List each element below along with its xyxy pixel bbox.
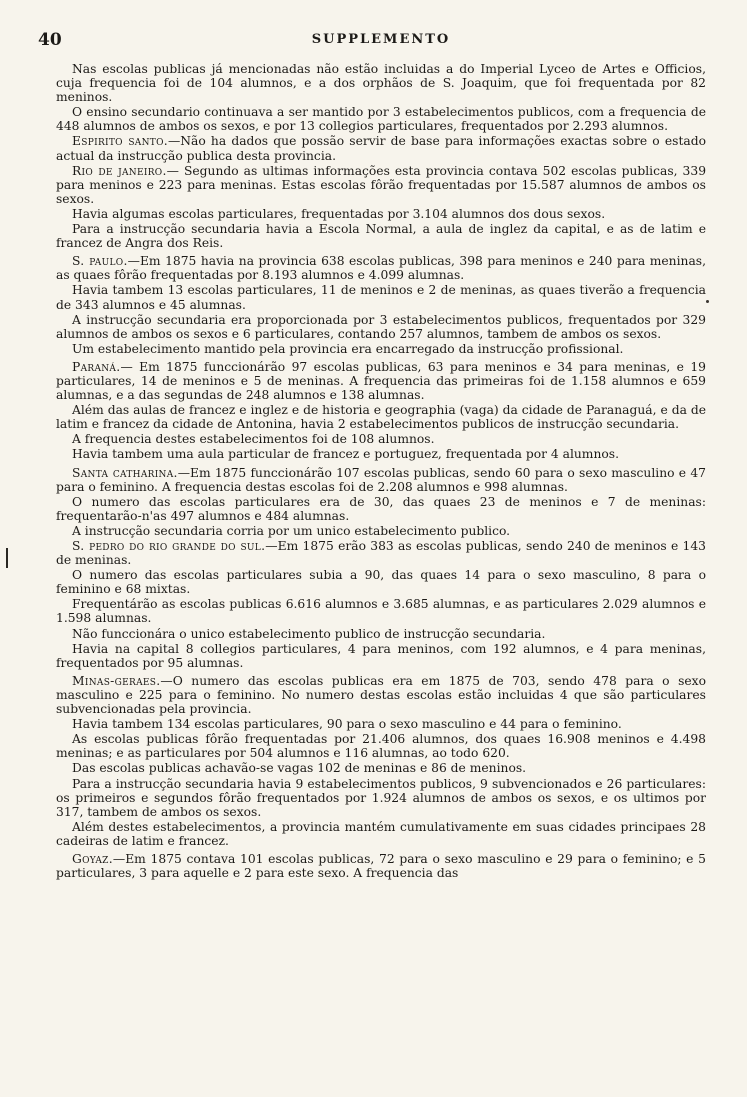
paragraph (56, 105, 706, 133)
paragraph-text: —Em 1875 funccionárão 107 escolas publicas, sendo 60 para o sexo masculino e 47 para o feminino. A frequencia destas escolas foi de 2.208 alumnos e 998 alumnas. (56, 465, 706, 494)
paragraph-text: Havia tambem 13 escolas particulares, 11 de meninos e 2 de meninas, as quaes tiverão a frequencia de 343 alumnos e 45 alumnas. (56, 283, 706, 312)
paragraph-text: Para a instrucção secundaria havia a Escola Normal, a aula de inglez da capital, e as de latim e francez de Angra dos Reis. (56, 222, 706, 251)
paragraph (56, 568, 706, 596)
paragraph-text: Havia tambem 134 escolas particulares, 90 para o sexo masculino e 44 para o feminino. (72, 717, 622, 732)
section-lead: Santa catharina. (72, 465, 178, 480)
paragraph-text: — Segundo as ultimas informações esta provincia contava 502 escolas publicas, 339 para meninos e 223 para meninas. Estas escolas fôrão frequentadas por 15.587 alumnos de ambos os sexos. (56, 163, 707, 206)
paragraph (56, 432, 706, 446)
paragraph (56, 495, 706, 523)
paragraph-text: Havia na capital 8 collegios particulares, 4 para meninos, com 192 alumnos, e 4 para meninas, frequentados por 95 alumnas. (56, 641, 706, 670)
paragraph (56, 642, 706, 670)
paragraph (56, 254, 706, 282)
section-lead: S. paulo. (72, 254, 128, 269)
paragraph-text: Nas escolas publicas já mencionadas não estão incluidas a do Imperial Lyceo de Artes e Officios, cuja frequencia foi de 104 alumnos, e a dos orphãos de S. Joaquim, que foi frequentada por 82 meninos. (56, 62, 706, 105)
paragraph-text: —Em 1875 havia na provincia 638 escolas publicas, 398 para meninos e 240 para meninas, as quaes fôrão frequentadas por 8.193 alumnos e 4.099 alumnas. (56, 254, 706, 283)
section-lead: Minas-geraes. (72, 673, 161, 688)
paragraph (56, 360, 706, 402)
paragraph (56, 852, 706, 880)
paragraph-text: —Em 1875 erão 383 as escolas publicas, sendo 240 de meninos e 143 de meninas. (56, 539, 706, 568)
running-title: SUPPLEMENTO (311, 32, 451, 47)
paragraph-text: A frequencia destes estabelecimentos foi de 108 alumnos. (72, 432, 435, 447)
paragraph-text: Havia algumas escolas particulares, frequentadas por 3.104 alumnos dos dous sexos. (72, 206, 606, 221)
paragraph (56, 777, 706, 819)
paragraph-text: Para a instrucção secundaria havia 9 estabelecimentos publicos, 9 subvencionados e 26 particulares: os primeiros e segundos fôrão frequentados por 1.924 alumnos de ambos os sexos, e os ultimos por 317, tambem de ambos os sexos. (56, 776, 706, 819)
margin-mark (6, 548, 8, 568)
paragraph-text: — Em 1875 funccionárão 97 escolas publicas, 63 para meninos e 34 para meninas, e 19 particulares, 14 de meninos e 5 de meninas. A frequencia das primeiras foi de 1.158 alumnos e 659 alumnas, e a das segundas de 248 alumnos e 138 alumnas. (56, 359, 706, 403)
paragraph (56, 674, 706, 716)
page (38, 30, 707, 881)
paragraph (56, 466, 706, 494)
page-number: 40 (38, 30, 62, 50)
paragraph (56, 164, 706, 206)
section-lead: Paraná. (72, 359, 121, 374)
paragraph-text: Frequentárão as escolas publicas 6.616 alumnos e 3.685 alumnas, e as particulares 2.029 alumnos e 1.598 alumnas. (56, 597, 706, 626)
paragraph (56, 524, 706, 538)
paragraph (56, 761, 706, 775)
paragraph (56, 627, 706, 641)
paragraph (56, 283, 706, 311)
paragraph-text: Das escolas publicas achavão-se vagas 102 de meninas e 86 de meninos. (72, 761, 527, 776)
page-header (38, 30, 706, 52)
paragraph (56, 222, 706, 250)
section-lead: Rio de janeiro. (72, 163, 167, 178)
paragraph (56, 539, 706, 567)
paragraph (56, 342, 706, 356)
paragraph (56, 597, 706, 625)
paragraph-text: O ensino secundario continuava a ser mantido por 3 estabelecimentos publicos, com a frequencia de 448 alumnos de ambos os sexos, e por 13 collegios particulares, frequentados por 2.293 alumnos. (56, 105, 706, 134)
paragraph-text: Além destes estabelecimentos, a provincia mantém cumulativamente em suas cidades principaes 28 cadeiras de latim e francez. (56, 819, 706, 848)
paragraph (56, 313, 706, 341)
paragraph-text: —O numero das escolas publicas era em 1875 de 703, sendo 478 para o sexo masculino e 225 para o feminino. No numero destas escolas estão incluidas 4 que são particulares subvencionadas pela provincia. (56, 673, 706, 717)
paragraph (56, 207, 706, 221)
document-body (56, 62, 706, 880)
paragraph-text: As escolas publicas fôrão frequentadas por 21.406 alumnos, dos quaes 16.908 meninos e 4.498 meninas; e as particulares por 504 alumnos e 116 alumnas, ao todo 620. (56, 732, 706, 761)
paragraph (56, 732, 706, 760)
paragraph-text: Além das aulas de francez e inglez e de historia e geographia (vaga) da cidade de Paranaguá, e da de latim e francez da cidade de Antonina, havia 2 estabelecimentos publicos de instrucção secundaria. (56, 403, 706, 432)
paragraph (56, 447, 706, 461)
section-lead: S. pedro do rio grande do sul. (72, 539, 266, 553)
paragraph-text: Havia tambem uma aula particular de francez e portuguez, frequentada por 4 alumnos. (72, 447, 620, 462)
paragraph-text: O numero das escolas particulares subia a 90, das quaes 14 para o sexo masculino, 8 para o feminino e 68 mixtas. (56, 568, 706, 597)
paragraph-text: —Não ha dados que possão servir de base para informações exactas sobre o estado actual da instrucção publica desta provincia. (56, 134, 706, 163)
paragraph-text: O numero das escolas particulares era de 30, das quaes 23 de meninos e 7 de meninas: frequentarão-n'as 497 alumnos e 484 alumnas. (56, 494, 706, 523)
paragraph-text: Não funccionára o unico estabelecimento publico de instrucção secundaria. (72, 626, 546, 641)
paragraph-text: Um estabelecimento mantido pela provincia era encarregado da instrucção profissional. (72, 341, 624, 356)
paragraph (56, 403, 706, 431)
paragraph-text: A instrucção secundaria corria por um unico estabelecimento publico. (72, 523, 511, 538)
paragraph-text: —Em 1875 contava 101 escolas publicas, 72 para o sexo masculino e 29 para o feminino; e 5 particulares, 3 para aquelle e 2 para este sexo. A frequencia das (56, 851, 706, 881)
paragraph-text: A instrucção secundaria era proporcionada por 3 estabelecimentos publicos, frequentados por 329 alumnos de ambos os sexos e 6 particulares, contando 257 alumnos, tambem de ambos os sexos. (56, 312, 706, 341)
section-lead: Espirito santo. (72, 134, 168, 149)
paragraph (56, 820, 706, 848)
ink-speck (706, 300, 709, 303)
section-lead: Goyaz. (72, 851, 113, 866)
paragraph (56, 134, 706, 162)
paragraph (56, 717, 706, 731)
paragraph (56, 62, 706, 104)
